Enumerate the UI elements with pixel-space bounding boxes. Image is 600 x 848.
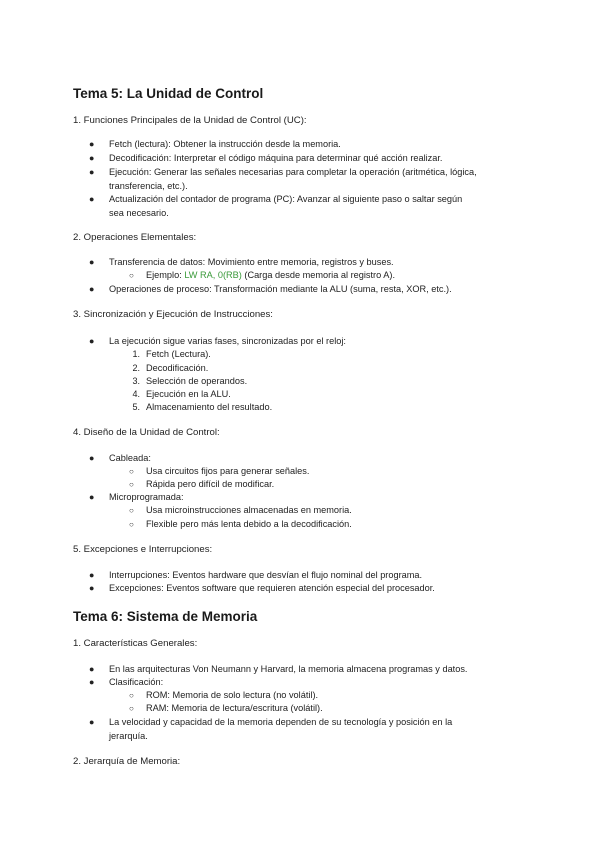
bullet-icon: ●	[89, 677, 95, 687]
step-number: 5.	[132, 402, 140, 412]
circle-bullet-icon: ○	[129, 691, 134, 700]
list-item: Transferencia de datos: Movimiento entre memoria, registros y buses.	[109, 257, 394, 267]
bullet-icon: ●	[89, 284, 95, 294]
tema6-title: Tema 6: Sistema de Memoria	[73, 609, 258, 624]
tema6-s2-heading: 2. Jerarquía de Memoria:	[73, 756, 181, 767]
list-item-continuation: jerarquía.	[109, 731, 148, 741]
bullet-icon: ●	[89, 194, 95, 204]
step-text: Fetch (Lectura).	[146, 349, 211, 359]
bullet-icon: ●	[89, 139, 95, 149]
step-text: Decodificación.	[146, 363, 209, 373]
sub-list-item: Usa microinstrucciones almacenadas en memoria.	[146, 505, 352, 515]
list-item: Actualización del contador de programa (PC): Avanzar al siguiente paso o saltar según	[109, 194, 463, 204]
bullet-icon: ●	[89, 336, 95, 346]
step-text: Ejecución en la ALU.	[146, 389, 231, 399]
step-number: 1.	[132, 349, 140, 359]
list-item: Ejecución: Generar las señales necesarias para completar la operación (aritmética, lógica,	[109, 167, 477, 177]
example-code: LW RA, 0(RB)	[184, 270, 242, 280]
bullet-icon: ●	[89, 583, 95, 593]
tema5-s1-heading: 1. Funciones Principales de la Unidad de Control (UC):	[73, 115, 307, 126]
list-item: La ejecución sigue varias fases, sincronizadas por el reloj:	[109, 336, 346, 346]
list-item: La velocidad y capacidad de la memoria dependen de su tecnología y posición en la	[109, 717, 453, 727]
bullet-icon: ●	[89, 257, 95, 267]
list-item: Interrupciones: Eventos hardware que desvían el flujo nominal del programa.	[109, 570, 423, 580]
circle-bullet-icon: ○	[129, 480, 134, 489]
sub-list-item: RAM: Memoria de lectura/escritura (volátil).	[146, 703, 323, 713]
sub-list-item: ROM: Memoria de solo lectura (no volátil).	[146, 690, 319, 700]
list-item: Decodificación: Interpretar el código máquina para determinar qué acción realizar.	[109, 153, 443, 163]
step-number: 4.	[132, 389, 140, 399]
list-item: Clasificación:	[109, 677, 164, 687]
sub-list-item: Rápida pero difícil de modificar.	[146, 479, 275, 489]
tema5-s2-heading: 2. Operaciones Elementales:	[73, 232, 197, 243]
tema6-s1-heading: 1. Características Generales:	[73, 638, 198, 649]
step-number: 3.	[132, 376, 140, 386]
bullet-icon: ●	[89, 167, 95, 177]
circle-bullet-icon: ○	[129, 520, 134, 529]
bullet-icon: ●	[89, 717, 95, 727]
list-item-continuation: transferencia, etc.).	[109, 181, 188, 191]
list-item-continuation: sea necesario.	[109, 208, 169, 218]
example-label: Ejemplo:	[146, 270, 185, 280]
sub-list-item: Usa circuitos fijos para generar señales.	[146, 466, 310, 476]
list-item: En las arquitecturas Von Neumann y Harvard, la memoria almacena programas y datos.	[109, 664, 468, 674]
list-item: Cableada:	[109, 453, 151, 463]
bullet-icon: ●	[89, 453, 95, 463]
step-text: Selección de operandos.	[146, 376, 248, 386]
example-rest: (Carga desde memoria al registro A).	[241, 270, 396, 280]
bullet-icon: ●	[89, 153, 95, 163]
list-item: Microprogramada:	[109, 492, 184, 502]
sub-list-item: Flexible pero más lenta debido a la decodificación.	[146, 519, 352, 529]
step-number: 2.	[132, 363, 140, 373]
circle-bullet-icon: ○	[129, 704, 134, 713]
list-item: Operaciones de proceso: Transformación mediante la ALU (suma, resta, XOR, etc.).	[109, 284, 452, 294]
step-text: Almacenamiento del resultado.	[146, 402, 273, 412]
circle-bullet-icon: ○	[129, 506, 134, 515]
bullet-icon: ●	[89, 664, 95, 674]
list-item: Excepciones: Eventos software que requieren atención especial del procesador.	[109, 583, 435, 593]
circle-bullet-icon: ○	[129, 271, 134, 280]
list-item: Fetch (lectura): Obtener la instrucción desde la memoria.	[109, 139, 341, 149]
tema5-s4-heading: 4. Diseño de la Unidad de Control:	[73, 427, 220, 438]
tema5-s5-heading: 5. Excepciones e Interrupciones:	[73, 544, 213, 555]
tema5-title: Tema 5: La Unidad de Control	[73, 86, 264, 101]
bullet-icon: ●	[89, 492, 95, 502]
tema5-s3-heading: 3. Sincronización y Ejecución de Instrucciones:	[73, 309, 273, 320]
bullet-icon: ●	[89, 570, 95, 580]
example-line	[146, 269, 395, 282]
circle-bullet-icon: ○	[129, 467, 134, 476]
